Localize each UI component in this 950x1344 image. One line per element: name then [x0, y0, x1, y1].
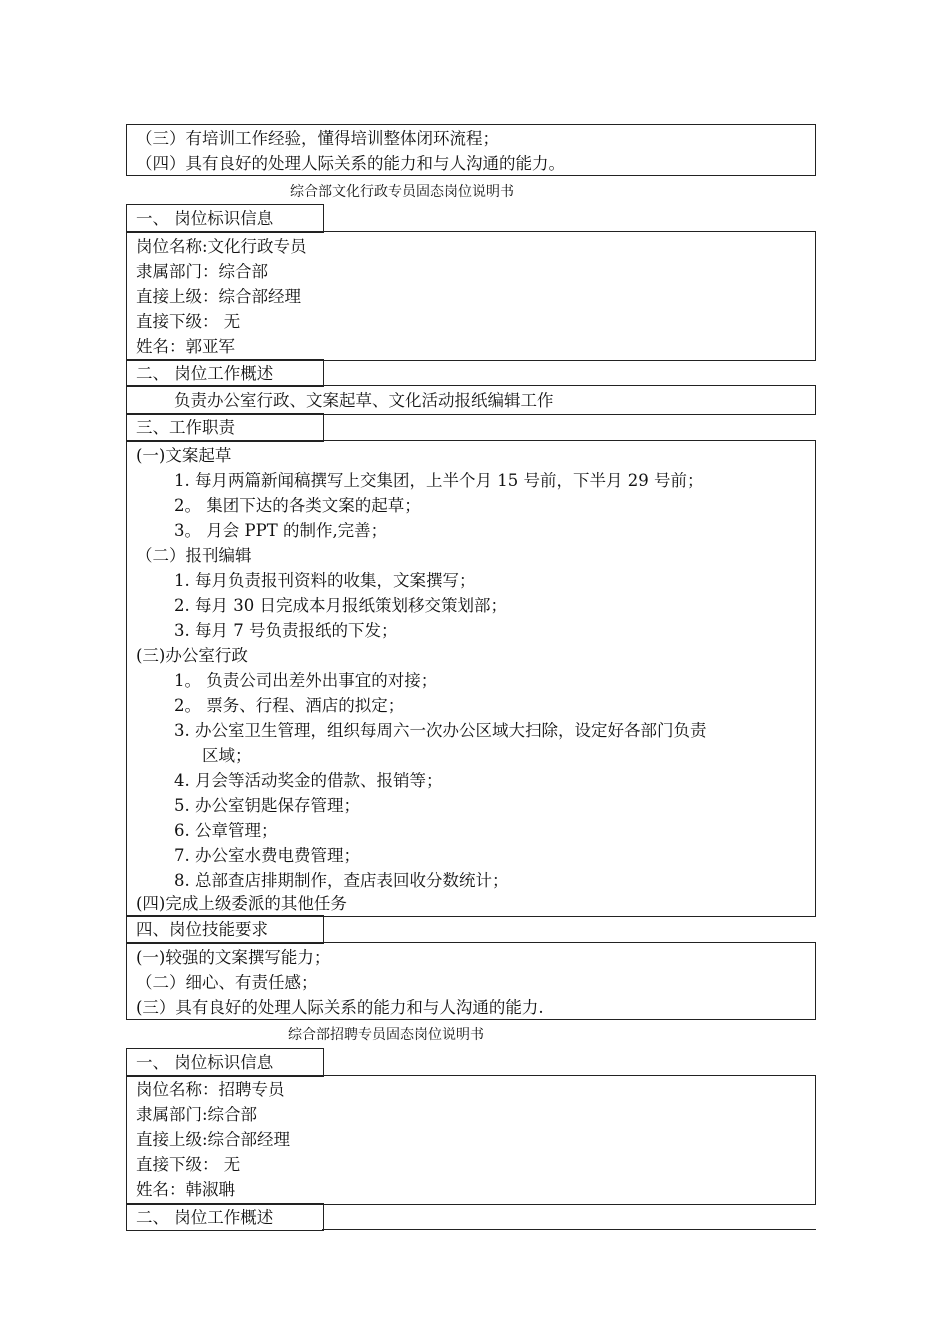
skill-item: (一)较强的文案撰写能力；: [136, 948, 331, 967]
duty-item: 2. 每月 30 日完成本月报纸策划移交策划部；: [174, 596, 507, 615]
duty-group: （二）报刊编辑: [136, 546, 252, 565]
department: 隶属部门:综合部: [136, 1105, 258, 1124]
doc1-s2-text: 负责办公室行政、文案起草、文化活动报纸编辑工作: [174, 391, 554, 410]
duty-item: 6. 公章管理；: [174, 821, 278, 840]
duty-item: 7. 办公室水费电费管理；: [174, 846, 360, 865]
direct-subordinate: 直接下级： 无: [136, 1155, 241, 1174]
requirement-line: （四）具有良好的处理人际关系的能力和与人沟通的能力。: [136, 154, 565, 173]
requirement-line: （三）有培训工作经验，懂得培训整体闭环流程；: [136, 129, 499, 148]
duty-item: 8. 总部查店排期制作，查店表回收分数统计；: [174, 871, 509, 890]
employee-name: 姓名：郭亚军: [136, 337, 235, 356]
doc1-s1-heading: 一、 岗位标识信息: [136, 209, 274, 228]
doc2-s2-heading: 二、 岗位工作概述: [136, 1208, 274, 1227]
duty-item-continuation: 区域；: [202, 746, 252, 765]
employee-name: 姓名：韩淑聃: [136, 1180, 235, 1199]
doc1-s4-heading: 四、岗位技能要求: [136, 920, 268, 939]
skill-item: (三）具有良好的处理人际关系的能力和与人沟通的能力.: [136, 998, 544, 1017]
divider: [322, 1229, 816, 1230]
doc1-s2-heading: 二、 岗位工作概述: [136, 364, 274, 383]
duty-item: 3. 每月 7 号负责报纸的下发；: [174, 621, 398, 640]
doc1-title: 综合部文化行政专员固态岗位说明书: [290, 184, 514, 200]
doc2-s1-heading: 一、 岗位标识信息: [136, 1053, 274, 1072]
duty-item: 1。 负责公司出差外出事宜的对接；: [174, 671, 438, 690]
duty-item: 1. 每月负责报刊资料的收集，文案撰写；: [174, 571, 476, 590]
duty-item: 3。 月会 PPT 的制作,完善；: [174, 521, 388, 540]
duty-item: 2。 票务、行程、酒店的拟定；: [174, 696, 405, 715]
doc2-title: 综合部招聘专员固态岗位说明书: [288, 1027, 484, 1043]
duty-group: (一)文案起草: [136, 446, 232, 465]
duty-group: (三)办公室行政: [136, 646, 248, 665]
position-name: 岗位名称：招聘专员: [136, 1080, 285, 1099]
duty-item: 2。 集团下达的各类文案的起草；: [174, 496, 421, 515]
skill-item: （二）细心、有责任感；: [136, 973, 318, 992]
direct-subordinate: 直接下级： 无: [136, 312, 241, 331]
doc1-s3-heading: 三、工作职责: [136, 418, 235, 437]
duty-group: (四)完成上级委派的其他任务: [136, 894, 347, 913]
duty-item: 5. 办公室钥匙保存管理；: [174, 796, 360, 815]
department: 隶属部门：综合部: [136, 262, 268, 281]
direct-superior: 直接上级：综合部经理: [136, 287, 301, 306]
duty-item: 1. 每月两篇新闻稿撰写上交集团，上半个月 15 号前，下半月 29 号前；: [174, 471, 704, 490]
direct-superior: 直接上级:综合部经理: [136, 1130, 291, 1149]
position-name: 岗位名称:文化行政专员: [136, 237, 307, 256]
duty-item: 4. 月会等活动奖金的借款、报销等；: [174, 771, 443, 790]
duty-item: 3. 办公室卫生管理，组织每周六一次办公区域大扫除，设定好各部门负责: [174, 721, 707, 740]
